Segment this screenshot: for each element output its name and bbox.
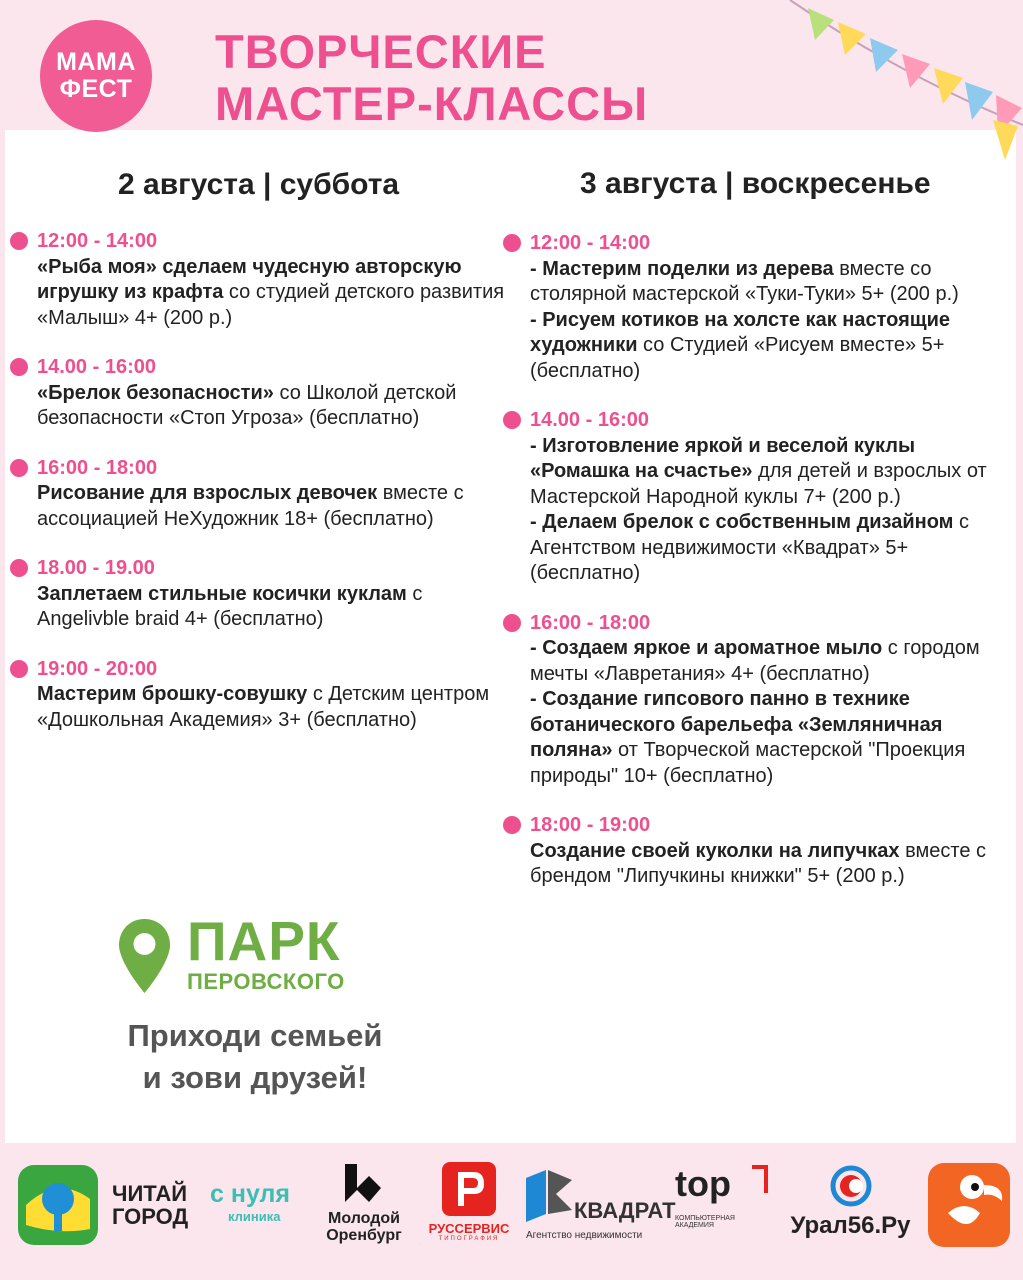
schedule-slot: [37, 556, 507, 633]
slot-time: 19:00 - 20:00: [37, 657, 158, 680]
class-details: с городом мечты «Лавретания» 4+ (бесплатно): [530, 637, 980, 685]
class-description: [530, 636, 1015, 687]
time-dot-icon: [10, 232, 28, 250]
slot-time: 16:00 - 18:00: [37, 456, 158, 479]
class-details: от Творческой мастерской "Проекция природы" 10+ (бесплатно): [530, 739, 966, 787]
class-title: - Рисуем котиков на холсте как настоящие художники: [530, 308, 951, 356]
day1-title: 2 августа | суббота: [118, 168, 400, 201]
chitai-line1: ЧИТАЙ: [112, 1181, 188, 1206]
slot-time: 14.00 - 16:00: [37, 356, 156, 378]
class-title: «Рыба моя» сделаем чудесную авторскую игрушку из крафта: [37, 255, 462, 303]
park-name: ПАРК: [187, 910, 341, 972]
title-line1: ТВОРЧЕСКИЕ: [215, 25, 547, 78]
sponsor-chitai-gorod: [112, 1183, 188, 1229]
sponsor-ural56: [783, 1165, 918, 1240]
slot-time: 12:00 - 14:00: [530, 232, 651, 254]
class-details: со Студией «Рисуем вместе» 5+ (бесплатно): [530, 334, 945, 382]
class-details: с Агентством недвижимости «Квадрат» 5+ (бесплатно): [530, 511, 970, 584]
snulya-sub: клиника: [228, 1209, 281, 1224]
class-title: - Создание гипсового панно в технике ботанического барельефа «Земляничная поляна»: [530, 688, 943, 761]
logo-line1: МАМА: [56, 48, 136, 76]
schedule-slot: [530, 813, 1015, 890]
class-description: [37, 255, 507, 332]
kvadrat-sub: Агентство недвижимости: [526, 1230, 643, 1241]
slot-time: 14.00 - 16:00: [530, 409, 649, 431]
class-description: [530, 308, 1015, 385]
time-dot-icon: [10, 660, 28, 678]
time-dot-icon: [503, 816, 521, 834]
schedule-slot: [37, 229, 507, 331]
class-description: [37, 582, 507, 633]
class-description: [37, 381, 507, 432]
time-dot-icon: [10, 358, 28, 376]
chitai-line2: ГОРОД: [112, 1204, 189, 1229]
class-details: с Angelivble braid 4+ (бесплатно): [37, 582, 423, 630]
class-description: [37, 682, 507, 733]
sponsor-top-academy: [675, 1165, 775, 1229]
russervis-logo-icon: [442, 1162, 496, 1216]
class-description: [530, 839, 1015, 890]
class-title: - Изготовление яркой и веселой куклы «Ромашка на счастье»: [530, 434, 916, 482]
slogan: [60, 1015, 450, 1099]
class-title: - Мастерим поделки из дерева: [530, 257, 834, 280]
bird-logo-icon: [928, 1163, 1010, 1247]
slot-time: 12:00 - 14:00: [37, 230, 158, 252]
schedule-slot: [530, 408, 1015, 587]
top-sub2: АКАДЕМИЯ: [675, 1222, 714, 1229]
slot-time: 18.00 - 19.00: [37, 557, 155, 579]
class-description: [530, 257, 1015, 308]
class-description: [530, 510, 1015, 587]
class-details: со студией детского развития «Малыш» 4+ (200 р.): [37, 281, 505, 329]
page-title: [215, 26, 648, 130]
location-pin-icon: [117, 917, 172, 997]
park-logo: [117, 910, 377, 1000]
class-title: Заплетаем стильные косички куклам: [37, 582, 407, 605]
time-dot-icon: [503, 614, 521, 632]
schedule-slot: [37, 456, 507, 533]
class-title: - Делаем брелок с собственным дизайном: [530, 511, 954, 533]
class-title: Мастерим брошку-совушку: [37, 683, 308, 705]
class-title: Создание своей куколки на липучках: [530, 839, 900, 862]
class-details: вместе с ассоциацией НеХудожник 18+ (бесплатно): [37, 482, 464, 530]
slot-time: 16:00 - 18:00: [530, 611, 651, 634]
slogan-line1: Приходи семьей: [127, 1018, 383, 1053]
schedule-slot: [530, 231, 1015, 384]
sponsor-s-nulya: [210, 1180, 290, 1224]
bunting-flags-icon: [760, 0, 1023, 170]
class-details: с Детским центром «Дошкольная Академия» 3+ (бесплатно): [37, 683, 490, 731]
kvadrat-logo-icon: [526, 1170, 574, 1222]
class-title: Рисование для взрослых девочек: [37, 482, 378, 504]
schedule-slot: [530, 611, 1015, 790]
top-sub1: КОМПЬЮТЕРНАЯ: [675, 1215, 735, 1222]
molodoy-logo-icon: [341, 1160, 387, 1206]
class-details: вместе со столярной мастерской «Туки-Туки» 5+ (200 р.): [530, 257, 959, 305]
park-subtitle: ПЕРОВСКОГО: [187, 969, 345, 994]
molodoy-line1: Молодой: [328, 1210, 400, 1227]
ural56-logo-icon: [830, 1165, 872, 1207]
class-details: со Школой детской безопасности «Стоп Угроза» (бесплатно): [37, 381, 457, 429]
class-title: - Создаем яркое и ароматное мыло: [530, 637, 883, 659]
class-description: [530, 687, 1015, 789]
time-dot-icon: [503, 234, 521, 252]
sponsor-russervis: [422, 1162, 516, 1242]
kvadrat-name: КВАДРАТ: [574, 1198, 676, 1223]
class-details: для детей и взрослых от Мастерской Народной куклы 7+ (200 р.): [530, 460, 987, 508]
day2-title: 3 августа | воскресенье: [580, 167, 931, 200]
ural56-name: Урал56.Ру: [790, 1212, 911, 1239]
russervis-sub: ТИПОГРАФИЯ: [438, 1236, 500, 1242]
slogan-line2: и зови друзей!: [142, 1060, 368, 1095]
time-dot-icon: [10, 459, 28, 477]
logo-line2: ФЕСТ: [59, 75, 133, 103]
schedule-slot: [37, 657, 507, 734]
time-dot-icon: [503, 411, 521, 429]
day1-schedule: [37, 229, 507, 757]
sponsor-dodo-logo: [928, 1163, 1010, 1252]
day2-schedule: [530, 231, 1015, 914]
sponsor-molodoy-orenburg: [318, 1160, 410, 1245]
map-app-icon: [18, 1165, 98, 1245]
class-description: [530, 434, 1015, 511]
class-details: вместе с брендом "Липучкины книжки" 5+ (200 р.): [530, 839, 987, 887]
mamafest-logo: [40, 20, 152, 132]
molodoy-line2: Оренбург: [326, 1227, 402, 1244]
class-description: [37, 481, 507, 532]
schedule-slot: [37, 355, 507, 432]
top-name: top: [675, 1163, 731, 1204]
time-dot-icon: [10, 559, 28, 577]
snulya-name: с нуля: [210, 1180, 290, 1208]
top-corner-icon: [750, 1165, 768, 1195]
sponsor-2gis-logo: [18, 1165, 98, 1250]
title-line2: МАСТЕР-КЛАССЫ: [215, 77, 649, 130]
slot-time: 18:00 - 19:00: [530, 814, 651, 836]
russervis-name: РУССЕРВИС: [428, 1221, 510, 1236]
class-title: «Брелок безопасности»: [37, 381, 274, 404]
